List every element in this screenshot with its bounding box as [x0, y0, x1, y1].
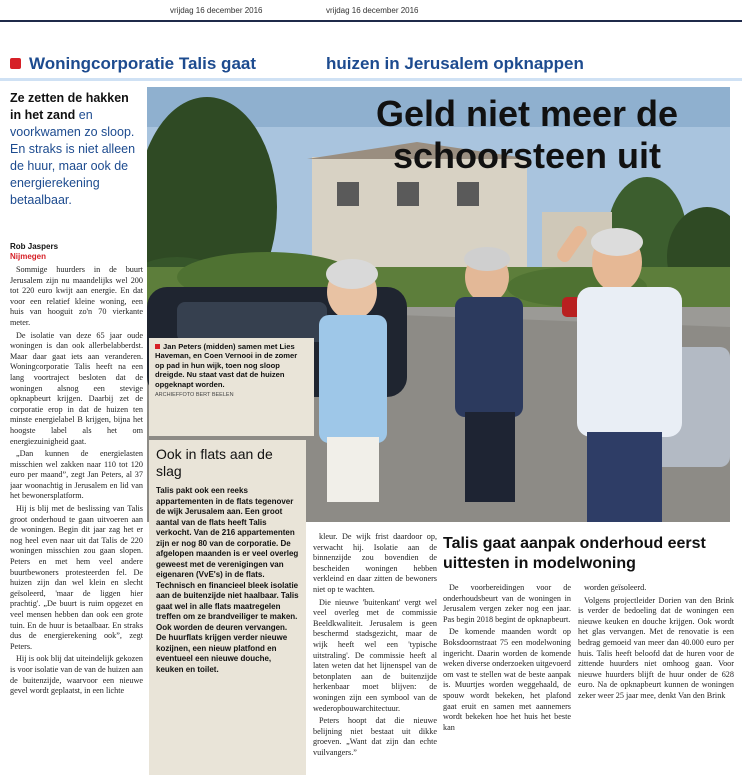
- body-paragraph: kleur. De wijk frist daardoor op, verwacht hij. Isolatie aan de binnenzijde zou bovendien de bescheiden woningen hebben verkleind en daar zitten de bewoners niet op te wachten.: [313, 532, 437, 594]
- issue-date-right: vrijdag 16 december 2016: [326, 6, 419, 15]
- body-column-1: [10, 265, 143, 775]
- body-column-4: [443, 583, 571, 777]
- intro-lead-text: en voorkwamen zo sloop. En straks is niet alleen de huur, maar ook de energierekening betaalbaar.: [10, 108, 136, 207]
- issue-date-left: vrijdag 16 december 2016: [170, 6, 263, 15]
- top-rule: [0, 20, 742, 22]
- headline-part-two: huizen in Jerusalem opknappen: [326, 54, 584, 73]
- body-column-3: [313, 532, 437, 777]
- body-paragraph: Hij is blij met de beslissing van Talis groot onderhoud te gaan uitvoeren aan de woningen. Begin dit jaar zag het er nog heel even naar uit dat Talis de 220 woningen misschien zou gaan slopen. Peters en met hem veel andere buurtbewoners protesteerden fel. De huizen zijn dan wel klein en slecht geïsoleerd, 'maar de liggen hier prachtig'. „De buurt is ruim opgezet en veel mensen hebben dan ook een grote tuin. En de huur is betaalbaar. En straks dus de energierekening ook”, zegt Peters.: [10, 504, 143, 651]
- byline-place: Nijmegen: [10, 252, 47, 261]
- photo-credit: ARCHIEFFOTO BERT BEELEN: [155, 392, 234, 399]
- headline-part-one: Woningcorporatie Talis gaat: [29, 54, 257, 73]
- intro-lead-bold: Ze zetten de hakken in het zand: [10, 91, 129, 122]
- article-intro: [10, 90, 142, 209]
- body-paragraph: Hij is ook blij dat uiteindelijk gekozen is voor isolatie van de van de huizen aan de buitenzijde, waarvoor een nieuwe gevel wordt geplaatst, in een lichte: [10, 654, 143, 696]
- section-marker-icon: [10, 58, 21, 69]
- body-paragraph: De komende maanden wordt op Boksdoornstraat 75 een modelwoning ingericht. Daarin worden de komende weken diverse onderzoeken uitgevoerd om vast te stellen wat de beste aanpak is. Muurtjes worden weggehaald, de spouw wordt bekeken, het plafond gaat eruit en samen met aannemers wordt bekeken hoe het huis het beste kan: [443, 627, 571, 732]
- body-column-5: [578, 583, 734, 777]
- sidebar-title: Ook in flats aan de slag: [156, 446, 273, 479]
- photo-headline: [327, 93, 727, 177]
- byline-author: Rob Jaspers: [10, 242, 59, 251]
- body-paragraph: De isolatie van deze 65 jaar oude woningen is dan ook allerbelabberdst. Maar daar gaat iets aan veranderen. Woningcorporatie Talis heeft na een lang voortraject besloten dat de woningen alsnog een stevige opknapbeurt krijgen. Daarbij zet de corporatie erop in dat de huizen ten minste energielabel B krijgen, bijna het hoogste label als het om energiezuinigheid gaat.: [10, 330, 143, 446]
- body-paragraph: „Dan kunnen de energielasten misschien wel zakken naar 110 tot 120 euro per maand”, zegt Jan Peters, al 37 jaar woonachtig in Jerusalem en lid van het bewonersplatform.: [10, 449, 143, 501]
- body-paragraph: Volgens projectleider Dorien van den Brink is verder de bedoeling dat de woningen een nieuwe keuken en douche krijgen. Ook wordt het glas vervangen. Met de renovatie is een bedrag gemoeid van meer dan 40.000 euro per huis. Talis heeft beloofd dat de huren voor de zittende huurders niet omhoog gaan. Voor nieuwe huurders blijft de huur onder de 628 euro. Na de opknapbeurt kunnen de woningen zeker weer 25 jaar mee, denkt Van den Brink: [578, 595, 734, 700]
- photo-caption: [149, 338, 314, 436]
- body-paragraph: worden geïsoleerd.: [584, 583, 647, 592]
- sub-headline: Talis gaat aanpak onderhoud eerst uittesten in modelwoning: [443, 535, 706, 572]
- body-paragraph: Peters hoopt dat die nieuwe belijning niet bestaat uit dikke groeven. „Want dat zijn dan echte vuilvangers.”: [313, 716, 437, 757]
- sidebar-text: Talis pakt ook een reeks appartementen in de flats tegenover de wijk Jerusalem aan. Een groot aantal van de flats heeft Talis verkocht. Van de 216 appartementen zijn er nog 80 van de corporatie. De afgelopen maanden is er veel overleg geweest met de verenigingen van eigenaren (VvE's) in de flats. Technisch en financieel bleek isolatie aan de buitenzijde niet haalbaar. Talis gaat wel in alle flats maatregelen treffen om ze brandveiliger te maken. Ook worden de deuren vervangen. De huurflats krijgen verder nieuwe kozijnen, een nieuw platfond en eventueel een nieuwe douche, keuken en toilet.: [156, 486, 299, 674]
- photo-headline-line-1: Geld niet meer de: [375, 93, 679, 134]
- sidebar-box: [149, 440, 306, 775]
- section-headline-bar: [0, 54, 742, 82]
- headline-underline: [0, 78, 742, 81]
- body-paragraph: Die nieuwe 'buitenkant' vergt wel veel overleg met de commissie Beeldkwaliteit. Jerusalem is geen beschermd stadsgezicht, maar de wijk heeft wel een 'typische uitstraling'. De commissie heeft al laten weten dat het lijnenspel van de betonplaten aan de buitenzijde herkenbaar moet blijven: de woningen zijn een symbool van de wederopbouwarchitectuur.: [313, 597, 437, 713]
- byline: [10, 242, 58, 262]
- caption-marker-icon: [155, 344, 160, 349]
- body-paragraph: Sommige huurders in de buurt Jerusalem zijn nu maandelijks wel 200 tot 220 euro kwijt aan energie. En dat voor een relatief kleine woning, een huis van hooguit zo'n 70 vierkante meter.: [10, 265, 143, 327]
- body-paragraph: De voorbereidingen voor de onderhoudsbeurt van de woningen in Jerusalem vergen zeker nog een jaar. Pas begin 2018 begint de opknapbeurt.: [443, 583, 571, 624]
- photo-headline-line-2: schoorsteen uit: [392, 135, 662, 176]
- caption-text: Jan Peters (midden) samen met Lies Haveman, en Coen Vernooi in de zomer op pad in hun wijk, toen nog sloop dreigde. Nu staat vast dat de huizen opgeknapt worden.: [155, 342, 298, 389]
